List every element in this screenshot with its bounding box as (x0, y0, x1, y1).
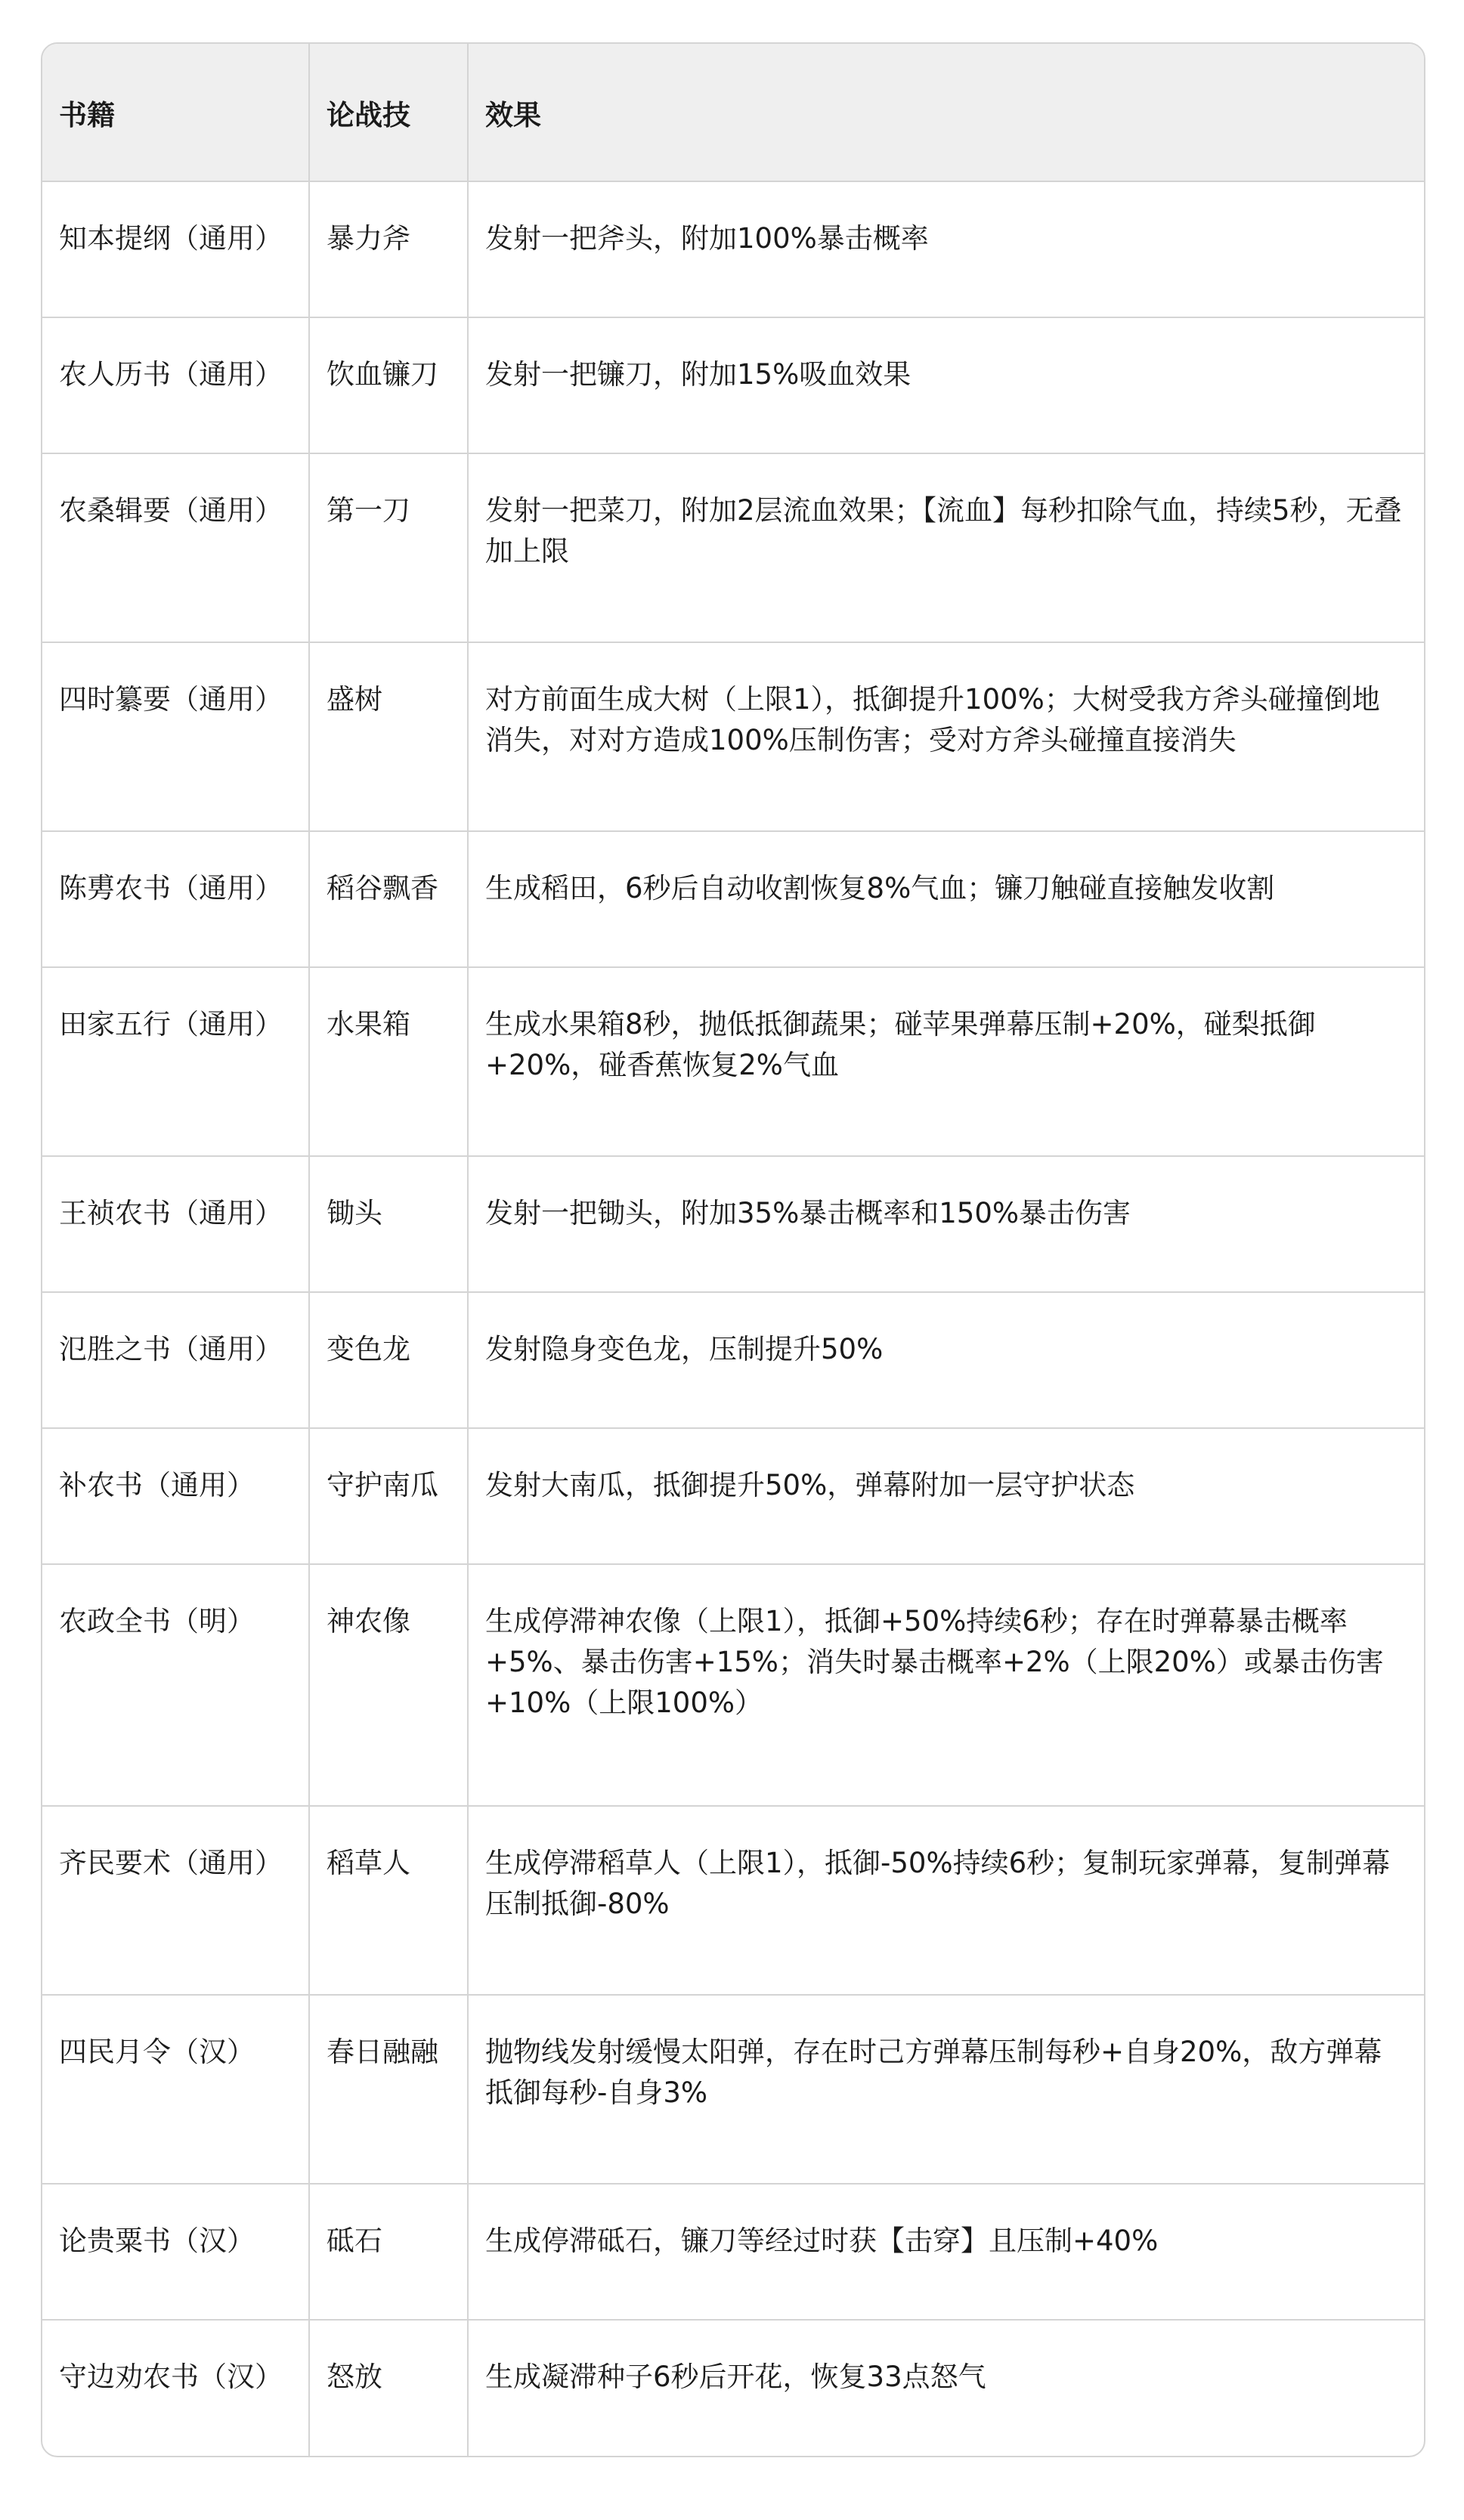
cell-book: 氾胜之书（通用） (42, 1292, 309, 1428)
cell-skill: 砥石 (309, 2184, 468, 2320)
table-row (42, 1156, 1424, 1292)
cell-skill: 第一刀 (309, 453, 468, 642)
cell-book: 农人历书（通用） (42, 317, 309, 453)
table-header (42, 44, 1424, 181)
cell-effect: 生成停滞砥石，镰刀等经过时获【击穿】且压制+40% (468, 2184, 1424, 2320)
cell-effect: 生成停滞神农像（上限1），抵御+50%持续6秒；存在时弹幕暴击概率+5%、暴击伤害+15%；消失时暴击概率+2%（上限20%）或暴击伤害+10%（上限100%） (468, 1564, 1424, 1806)
table-row (42, 1292, 1424, 1428)
cell-skill: 怒放 (309, 2320, 468, 2456)
table-row (42, 967, 1424, 1156)
table-row (42, 2320, 1424, 2456)
cell-book: 王祯农书（通用） (42, 1156, 309, 1292)
cell-effect: 发射一把菜刀，附加2层流血效果；【流血】每秒扣除气血，持续5秒，无叠加上限 (468, 453, 1424, 642)
cell-effect: 生成停滞稻草人（上限1），抵御-50%持续6秒；复制玩家弹幕，复制弹幕压制抵御-80% (468, 1806, 1424, 1995)
cell-effect: 发射一把斧头，附加100%暴击概率 (468, 181, 1424, 317)
cell-skill: 稻草人 (309, 1806, 468, 1995)
cell-book: 农政全书（明） (42, 1564, 309, 1806)
table-row (42, 317, 1424, 453)
cell-book: 知本提纲（通用） (42, 181, 309, 317)
table-row (42, 831, 1424, 967)
cell-book: 守边劝农书（汉） (42, 2320, 309, 2456)
table-row (42, 1995, 1424, 2184)
cell-skill: 饮血镰刀 (309, 317, 468, 453)
cell-skill: 锄头 (309, 1156, 468, 1292)
cell-book: 农桑辑要（通用） (42, 453, 309, 642)
skills-table-container (41, 42, 1425, 2457)
cell-book: 论贵粟书（汉） (42, 2184, 309, 2320)
cell-book: 陈旉农书（通用） (42, 831, 309, 967)
cell-effect: 生成水果箱8秒，抛低抵御蔬果；碰苹果弹幕压制+20%，碰梨抵御+20%，碰香蕉恢复2%气血 (468, 967, 1424, 1156)
cell-book: 齐民要术（通用） (42, 1806, 309, 1995)
skills-table (42, 44, 1424, 2456)
header-row (42, 44, 1424, 181)
table-row (42, 1564, 1424, 1806)
cell-effect: 发射一把锄头，附加35%暴击概率和150%暴击伤害 (468, 1156, 1424, 1292)
cell-effect: 抛物线发射缓慢太阳弹，存在时己方弹幕压制每秒+自身20%，敌方弹幕抵御每秒-自身3% (468, 1995, 1424, 2184)
table-row (42, 453, 1424, 642)
table-row (42, 1806, 1424, 1995)
cell-skill: 守护南瓜 (309, 1428, 468, 1564)
cell-skill: 变色龙 (309, 1292, 468, 1428)
cell-skill: 稻谷飘香 (309, 831, 468, 967)
cell-effect: 发射一把镰刀，附加15%吸血效果 (468, 317, 1424, 453)
table-row (42, 2184, 1424, 2320)
header-effect: 效果 (468, 44, 1424, 181)
cell-skill: 春日融融 (309, 1995, 468, 2184)
cell-skill: 神农像 (309, 1564, 468, 1806)
cell-skill: 盛树 (309, 642, 468, 831)
cell-book: 四时纂要（通用） (42, 642, 309, 831)
table-row (42, 1428, 1424, 1564)
table-body (42, 181, 1424, 2456)
cell-skill: 暴力斧 (309, 181, 468, 317)
cell-effect: 发射隐身变色龙，压制提升50% (468, 1292, 1424, 1428)
cell-book: 补农书（通用） (42, 1428, 309, 1564)
header-skill: 论战技 (309, 44, 468, 181)
cell-book: 四民月令（汉） (42, 1995, 309, 2184)
cell-effect: 生成稻田，6秒后自动收割恢复8%气血；镰刀触碰直接触发收割 (468, 831, 1424, 967)
table-row (42, 181, 1424, 317)
cell-skill: 水果箱 (309, 967, 468, 1156)
cell-effect: 发射大南瓜，抵御提升50%，弹幕附加一层守护状态 (468, 1428, 1424, 1564)
cell-effect: 生成凝滞种子6秒后开花，恢复33点怒气 (485, 2361, 986, 2393)
cell-book: 田家五行（通用） (42, 967, 309, 1156)
cell-effect: 对方前面生成大树（上限1），抵御提升100%；大树受我方斧头碰撞倒地消失，对对方造成100%压制伤害；受对方斧头碰撞直接消失 (468, 642, 1424, 831)
header-book: 书籍 (42, 44, 309, 181)
table-row (42, 642, 1424, 831)
